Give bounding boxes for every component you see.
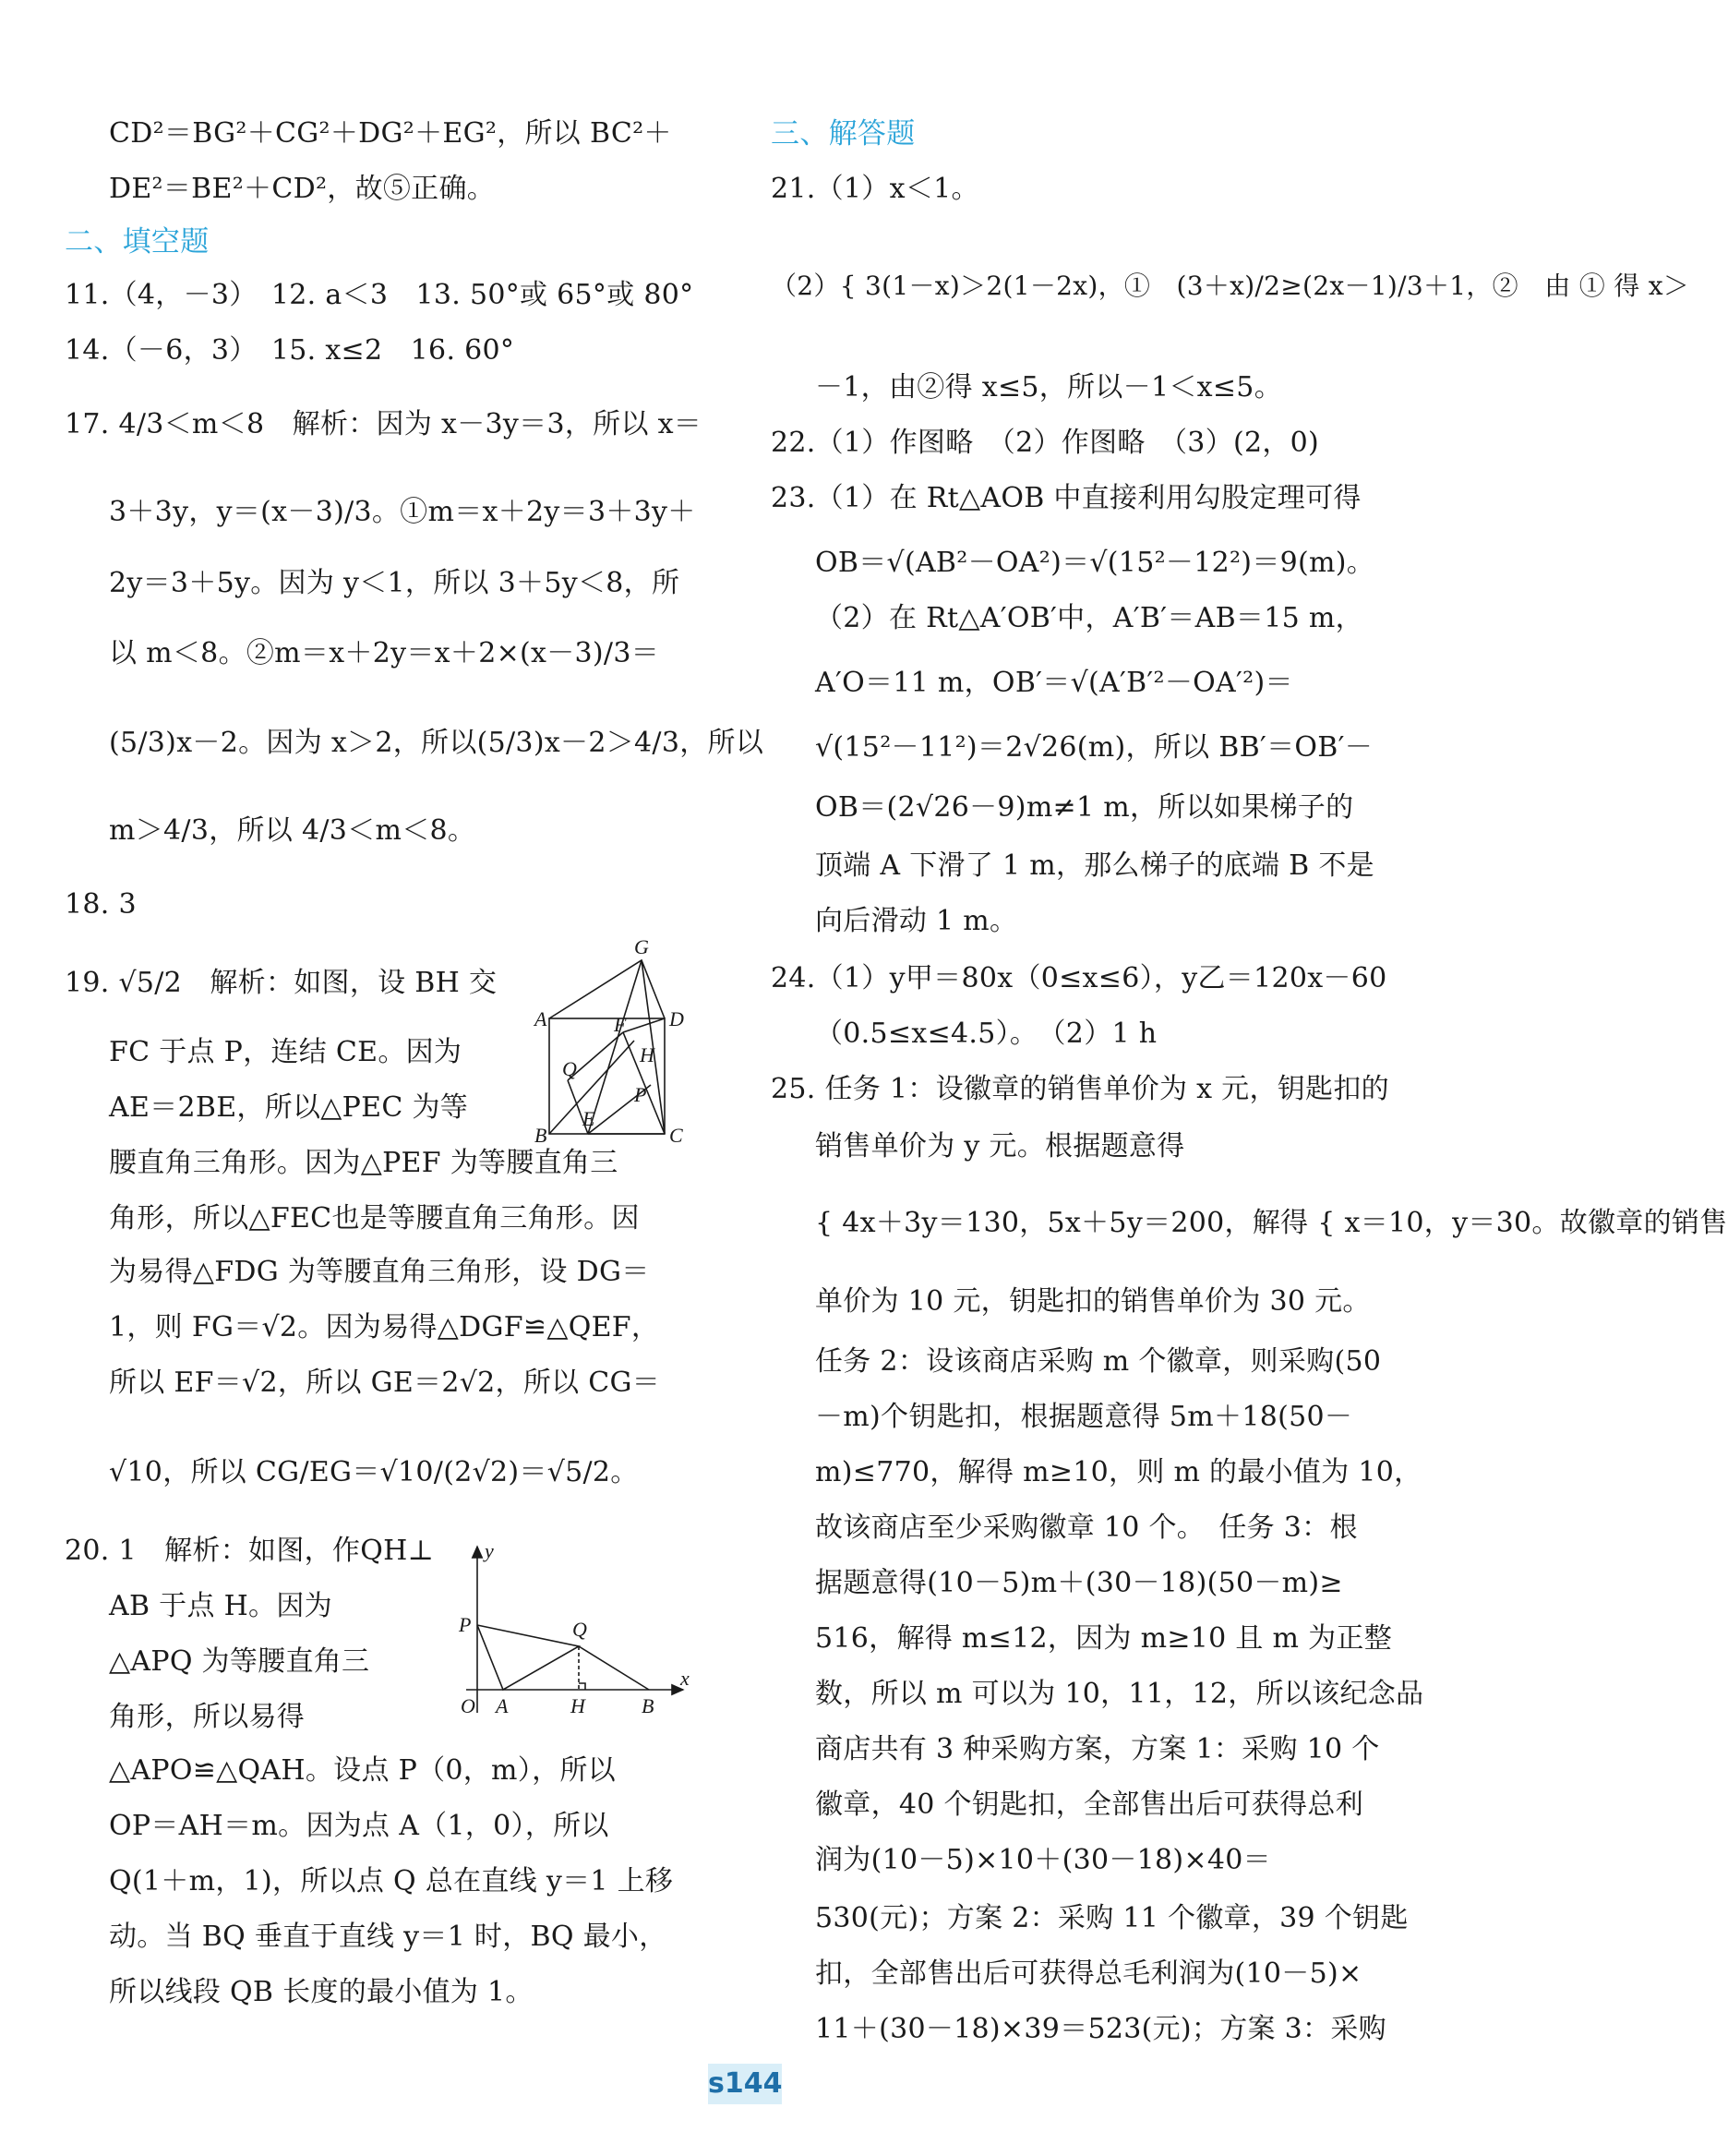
line-f-d bbox=[623, 1018, 665, 1032]
text-line: 2y＝3＋5y。因为 y＜1，所以 3＋5y＜8，所 bbox=[109, 567, 680, 599]
text-line: 润为(10－5)×10＋(30－18)×40＝ bbox=[815, 1844, 1271, 1876]
fig20-label: A bbox=[496, 1694, 509, 1717]
text-line: 为易得△FDG 为等腰直角三角形，设 DG＝ bbox=[109, 1256, 650, 1288]
fig19-label: B bbox=[534, 1124, 547, 1147]
fig19-label: E bbox=[582, 1107, 595, 1130]
text-line: 数，所以 m 可以为 10，11，12，所以该纪念品 bbox=[815, 1678, 1424, 1710]
text-line: （2）{ 3(1－x)＞2(1－2x)，① (3＋x)/2≥(2x－1)/3＋1，② 由 ① 得 x＞ bbox=[771, 271, 1690, 301]
text-line: 商店共有 3 种采购方案，方案 1：采购 10 个 bbox=[815, 1733, 1380, 1765]
right-angle-mark bbox=[579, 1683, 585, 1690]
text-line: 以 m＜8。②m＝x＋2y＝x＋2×(x－3)/3＝ bbox=[109, 637, 660, 669]
text-line: （2）在 Rt△A′OB′中，A′B′＝AB＝15 m， bbox=[815, 602, 1363, 634]
text-line: OP＝AH＝m。因为点 A（1，0），所以 bbox=[109, 1810, 609, 1842]
fig20-label: H bbox=[570, 1694, 585, 1717]
fig20-label: y bbox=[485, 1539, 494, 1562]
geometry-figure-19 bbox=[531, 937, 702, 1145]
fig19-label: H bbox=[640, 1043, 654, 1066]
text-line: FC 于点 P，连结 CE。因为 bbox=[109, 1036, 462, 1068]
fig19-label: G bbox=[634, 935, 649, 958]
text-line: △APQ 为等腰直角三 bbox=[109, 1645, 370, 1678]
text-line: 所以 EF＝√2，所以 GE＝2√2，所以 CG＝ bbox=[109, 1367, 661, 1399]
text-line: －1，由②得 x≤5，所以－1＜x≤5。 bbox=[815, 371, 1282, 403]
text-line: 角形，所以△FEC也是等腰直角三角形。因 bbox=[109, 1202, 640, 1235]
text-line: 向后滑动 1 m。 bbox=[815, 905, 1018, 937]
coordinate-figure-20 bbox=[448, 1537, 697, 1722]
text-line: 11＋(30－18)×39＝523(元)；方案 3：采购 bbox=[815, 2013, 1386, 2045]
fig19-label: Q bbox=[562, 1057, 577, 1080]
text-line: －m)个钥匙扣，根据题意得 5m＋18(50－ bbox=[815, 1401, 1353, 1433]
text-line: 任务 2：设该商店采购 m 个徽章，则采购(50 bbox=[815, 1345, 1382, 1378]
text-line: DE²＝BE²＋CD²，故⑤正确。 bbox=[109, 173, 496, 205]
text-line: AB 于点 H。因为 bbox=[109, 1590, 332, 1622]
text-line: 动。当 BQ 垂直于直线 y＝1 时，BQ 最小， bbox=[109, 1921, 667, 1953]
text-line: 扣，全部售出后可获得总毛利润为(10－5)× bbox=[815, 1957, 1362, 1990]
fig19-label: C bbox=[669, 1124, 683, 1147]
text-line: 腰直角三角形。因为△PEF 为等腰直角三 bbox=[109, 1147, 618, 1179]
section-heading-solutions: 三、解答题 bbox=[771, 117, 916, 151]
fig20-label: Q bbox=[572, 1618, 587, 1641]
triangle-apq bbox=[477, 1625, 579, 1690]
text-line: 11.（4，－3） 12. a＜3 13. 50°或 65°或 80° bbox=[65, 279, 694, 311]
text-line: OB＝(2√26－9)m≠1 m，所以如果梯子的 bbox=[815, 791, 1354, 824]
text-line: m＞4/3，所以 4/3＜m＜8。 bbox=[109, 814, 476, 847]
text-line: 单价为 10 元，钥匙扣的销售单价为 30 元。 bbox=[815, 1285, 1371, 1318]
text-line: 23.（1）在 Rt△AOB 中直接利用勾股定理可得 bbox=[771, 482, 1362, 514]
text-line: OB＝√(AB²－OA²)＝√(15²－12²)＝9(m)。 bbox=[815, 547, 1375, 579]
text-line: 顶端 A 下滑了 1 m，那么梯子的底端 B 不是 bbox=[815, 849, 1374, 882]
fig19-label: D bbox=[669, 1007, 684, 1030]
text-line: √(15²－11²)＝2√26(m)，所以 BB′＝OB′－ bbox=[815, 731, 1374, 764]
text-line: 17. 4/3＜m＜8 解析：因为 x－3y＝3，所以 x＝ bbox=[65, 408, 702, 440]
text-line: 24.（1）y甲＝80x（0≤x≤6），y乙＝120x－60 bbox=[771, 962, 1387, 994]
text-line: 22.（1）作图略 （2）作图略 （3）(2，0) bbox=[771, 427, 1320, 459]
text-line: 21.（1）x＜1。 bbox=[771, 173, 979, 205]
text-line: 14.（－6，3） 15. x≤2 16. 60° bbox=[65, 334, 515, 367]
fig20-label: P bbox=[459, 1613, 472, 1636]
page-number: s144 bbox=[708, 2064, 782, 2104]
text-line: Q(1＋m，1)，所以点 Q 总在直线 y＝1 上移 bbox=[109, 1865, 674, 1897]
text-line: 角形，所以易得 bbox=[109, 1701, 306, 1733]
text-line: 据题意得(10－5)m＋(30－18)(50－m)≥ bbox=[815, 1567, 1343, 1599]
text-line: 徽章，40 个钥匙扣，全部售出后可获得总利 bbox=[815, 1789, 1364, 1821]
text-line: 530(元)；方案 2：采购 11 个徽章，39 个钥匙 bbox=[815, 1902, 1409, 1934]
text-line: 516，解得 m≤12，因为 m≥10 且 m 为正整 bbox=[815, 1622, 1393, 1655]
text-line: A′O＝11 m，OB′＝√(A′B′²－OA′²)＝ bbox=[815, 667, 1293, 699]
text-line: （0.5≤x≤4.5）。 （2）1 h bbox=[815, 1018, 1158, 1050]
text-line: AE＝2BE，所以△PEC 为等 bbox=[109, 1091, 469, 1124]
text-line: 19. √5/2 解析：如图，设 BH 交 bbox=[65, 967, 498, 999]
text-line: CD²＝BG²＋CG²＋DG²＋EG²，所以 BC²＋ bbox=[109, 117, 672, 150]
text-line: (5/3)x－2。因为 x＞2，所以(5/3)x－2＞4/3，所以 bbox=[109, 727, 764, 759]
text-line: m)≤770，解得 m≥10，则 m 的最小值为 10， bbox=[815, 1456, 1422, 1488]
fig20-label: x bbox=[680, 1667, 690, 1690]
text-line: 25. 任务 1：设徽章的销售单价为 x 元，钥匙扣的 bbox=[771, 1073, 1389, 1105]
fig20-label: B bbox=[642, 1694, 654, 1717]
text-line: 销售单价为 y 元。根据题意得 bbox=[815, 1130, 1185, 1162]
text-line: 1，则 FG＝√2。因为易得△DGF≌△QEF， bbox=[109, 1311, 660, 1343]
text-line: 所以线段 QB 长度的最小值为 1。 bbox=[109, 1976, 534, 2008]
fig19-label: P bbox=[634, 1083, 647, 1106]
section-heading-fill-blank: 二、填空题 bbox=[65, 225, 210, 259]
text-line: 故该商店至少采购徽章 10 个。 任务 3：根 bbox=[815, 1512, 1358, 1544]
line-a-g bbox=[549, 960, 665, 1018]
line-qb bbox=[579, 1646, 649, 1690]
fig19-label: A bbox=[534, 1007, 547, 1030]
text-line: { 4x＋3y＝130，5x＋5y＝200，解得 { x＝10，y＝30。故徽章的销售 bbox=[815, 1207, 1728, 1239]
text-line: 18. 3 bbox=[65, 888, 137, 921]
text-line: 3＋3y，y＝(x－3)/3。①m＝x＋2y＝3＋3y＋ bbox=[109, 496, 696, 528]
fig19-label: F bbox=[614, 1013, 627, 1036]
line-g-e bbox=[588, 960, 642, 1134]
text-line: △APO≌△QAH。设点 P（0，m），所以 bbox=[109, 1754, 617, 1787]
fig20-label: O bbox=[461, 1694, 475, 1717]
text-line: 20. 1 解析：如图，作QH⊥ bbox=[65, 1535, 435, 1567]
text-line: √10，所以 CG/EG＝√10/(2√2)＝√5/2。 bbox=[109, 1456, 639, 1488]
